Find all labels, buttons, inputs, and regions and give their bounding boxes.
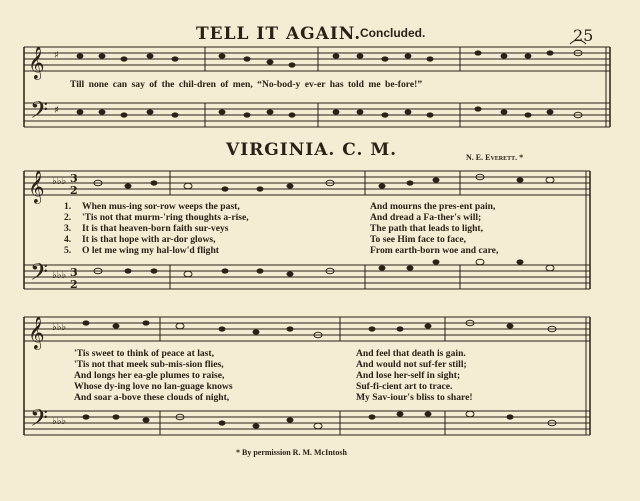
lyric-line: From earth-born woe and care, (370, 245, 499, 256)
verse-number: 3. (64, 223, 72, 234)
tell-lyric-line: Till none can say of the chil-dren of men, “No-bod-y ev-er has told me be-fore!” (70, 79, 423, 90)
lyric-line: The path that leads to light, (370, 223, 484, 234)
lyric-line: When mus-ing sor-row weeps the past, (82, 201, 240, 212)
verse-number: 1. (64, 201, 72, 212)
time-signature-icon: 3 (70, 266, 78, 279)
lyric-line: 'Tis sweet to think of peace at last, (74, 348, 214, 359)
key-flat-icon: ♭♭♭ (52, 322, 67, 333)
verse-block-s2-left (74, 348, 233, 403)
key-sharp-icon: ♯ (54, 105, 59, 116)
bass-clef-icon: 𝄢 (30, 258, 49, 291)
key-flat-icon: ♭♭♭ (52, 270, 67, 281)
tell-bass-staff (24, 103, 610, 127)
lyric-line: And feel that death is gain. (356, 348, 466, 359)
song-title-virginia: VIRGINIA. C. M. (226, 140, 398, 160)
virginia-s1-bass-staff (24, 265, 590, 289)
treble-clef-icon: 𝄞 (28, 316, 45, 349)
lyric-line: And lose her-self in sight; (356, 370, 461, 381)
virginia-s1-treble-staff (24, 171, 590, 195)
verse-number: 4. (64, 234, 72, 245)
lyric-line: Suf-fi-cient art to trace. (356, 381, 453, 392)
key-flat-icon: ♭♭♭ (52, 176, 67, 187)
time-signature-icon: 2 (70, 184, 78, 197)
lyric-line: It is that heaven-born faith sur-veys (82, 223, 229, 234)
verse-numbers (64, 201, 71, 256)
lyric-line: It is that hope with ar-dor glows, (82, 234, 216, 245)
lyric-line: 'Tis not that meek sub-mis-sion flies, (74, 359, 224, 370)
page-number: 25 (573, 26, 594, 45)
time-signature-icon: 2 (70, 278, 78, 291)
lyric-line: O let me wing my hal-low'd flight (82, 245, 219, 256)
treble-clef-icon: 𝄞 (28, 46, 45, 79)
lyric-line: 'Tis not that murm-'ring thoughts a-rise, (82, 212, 249, 223)
verse-number: 2. (64, 212, 72, 223)
lyric-line: And would not suf-fer still; (356, 359, 467, 370)
virginia-s2-bass-staff (24, 411, 590, 435)
concluded-label: Concluded. (360, 26, 426, 40)
verse-number: 5. (64, 245, 72, 256)
verse-block-s2-right (356, 348, 473, 403)
lyric-line: To see Him face to face, (370, 234, 467, 245)
lyric-line: And soar a-bove these clouds of night, (74, 392, 230, 403)
composer-credit: N. E. Everett. * (466, 153, 524, 162)
treble-clef-icon: 𝄞 (28, 170, 45, 203)
verse-block-s1-left (82, 201, 360, 256)
lyric-line: And longs her ea-gle plumes to raise, (74, 370, 225, 381)
tell-treble-staff (24, 47, 610, 71)
lyric-line: And mourns the pres-ent pain, (370, 201, 496, 212)
lyric-line: My Sav-iour's bliss to share! (356, 392, 473, 403)
virginia-s2-treble-staff (24, 317, 590, 341)
lyric-line: And dread a Fa-ther's will; (370, 212, 482, 223)
key-flat-icon: ♭♭♭ (52, 416, 67, 427)
bass-clef-icon: 𝄢 (30, 404, 49, 437)
lyric-line: Whose dy-ing love no lan-guage knows (74, 381, 233, 392)
key-sharp-icon: ♯ (54, 50, 59, 61)
time-signature-icon: 3 (70, 172, 78, 185)
bass-clef-icon: 𝄢 (30, 96, 49, 129)
footnote: * By permission R. M. McIntosh (236, 448, 347, 457)
song-title-tell-it-again: TELL IT AGAIN. (196, 24, 362, 44)
verse-block-s1-right (370, 201, 498, 256)
